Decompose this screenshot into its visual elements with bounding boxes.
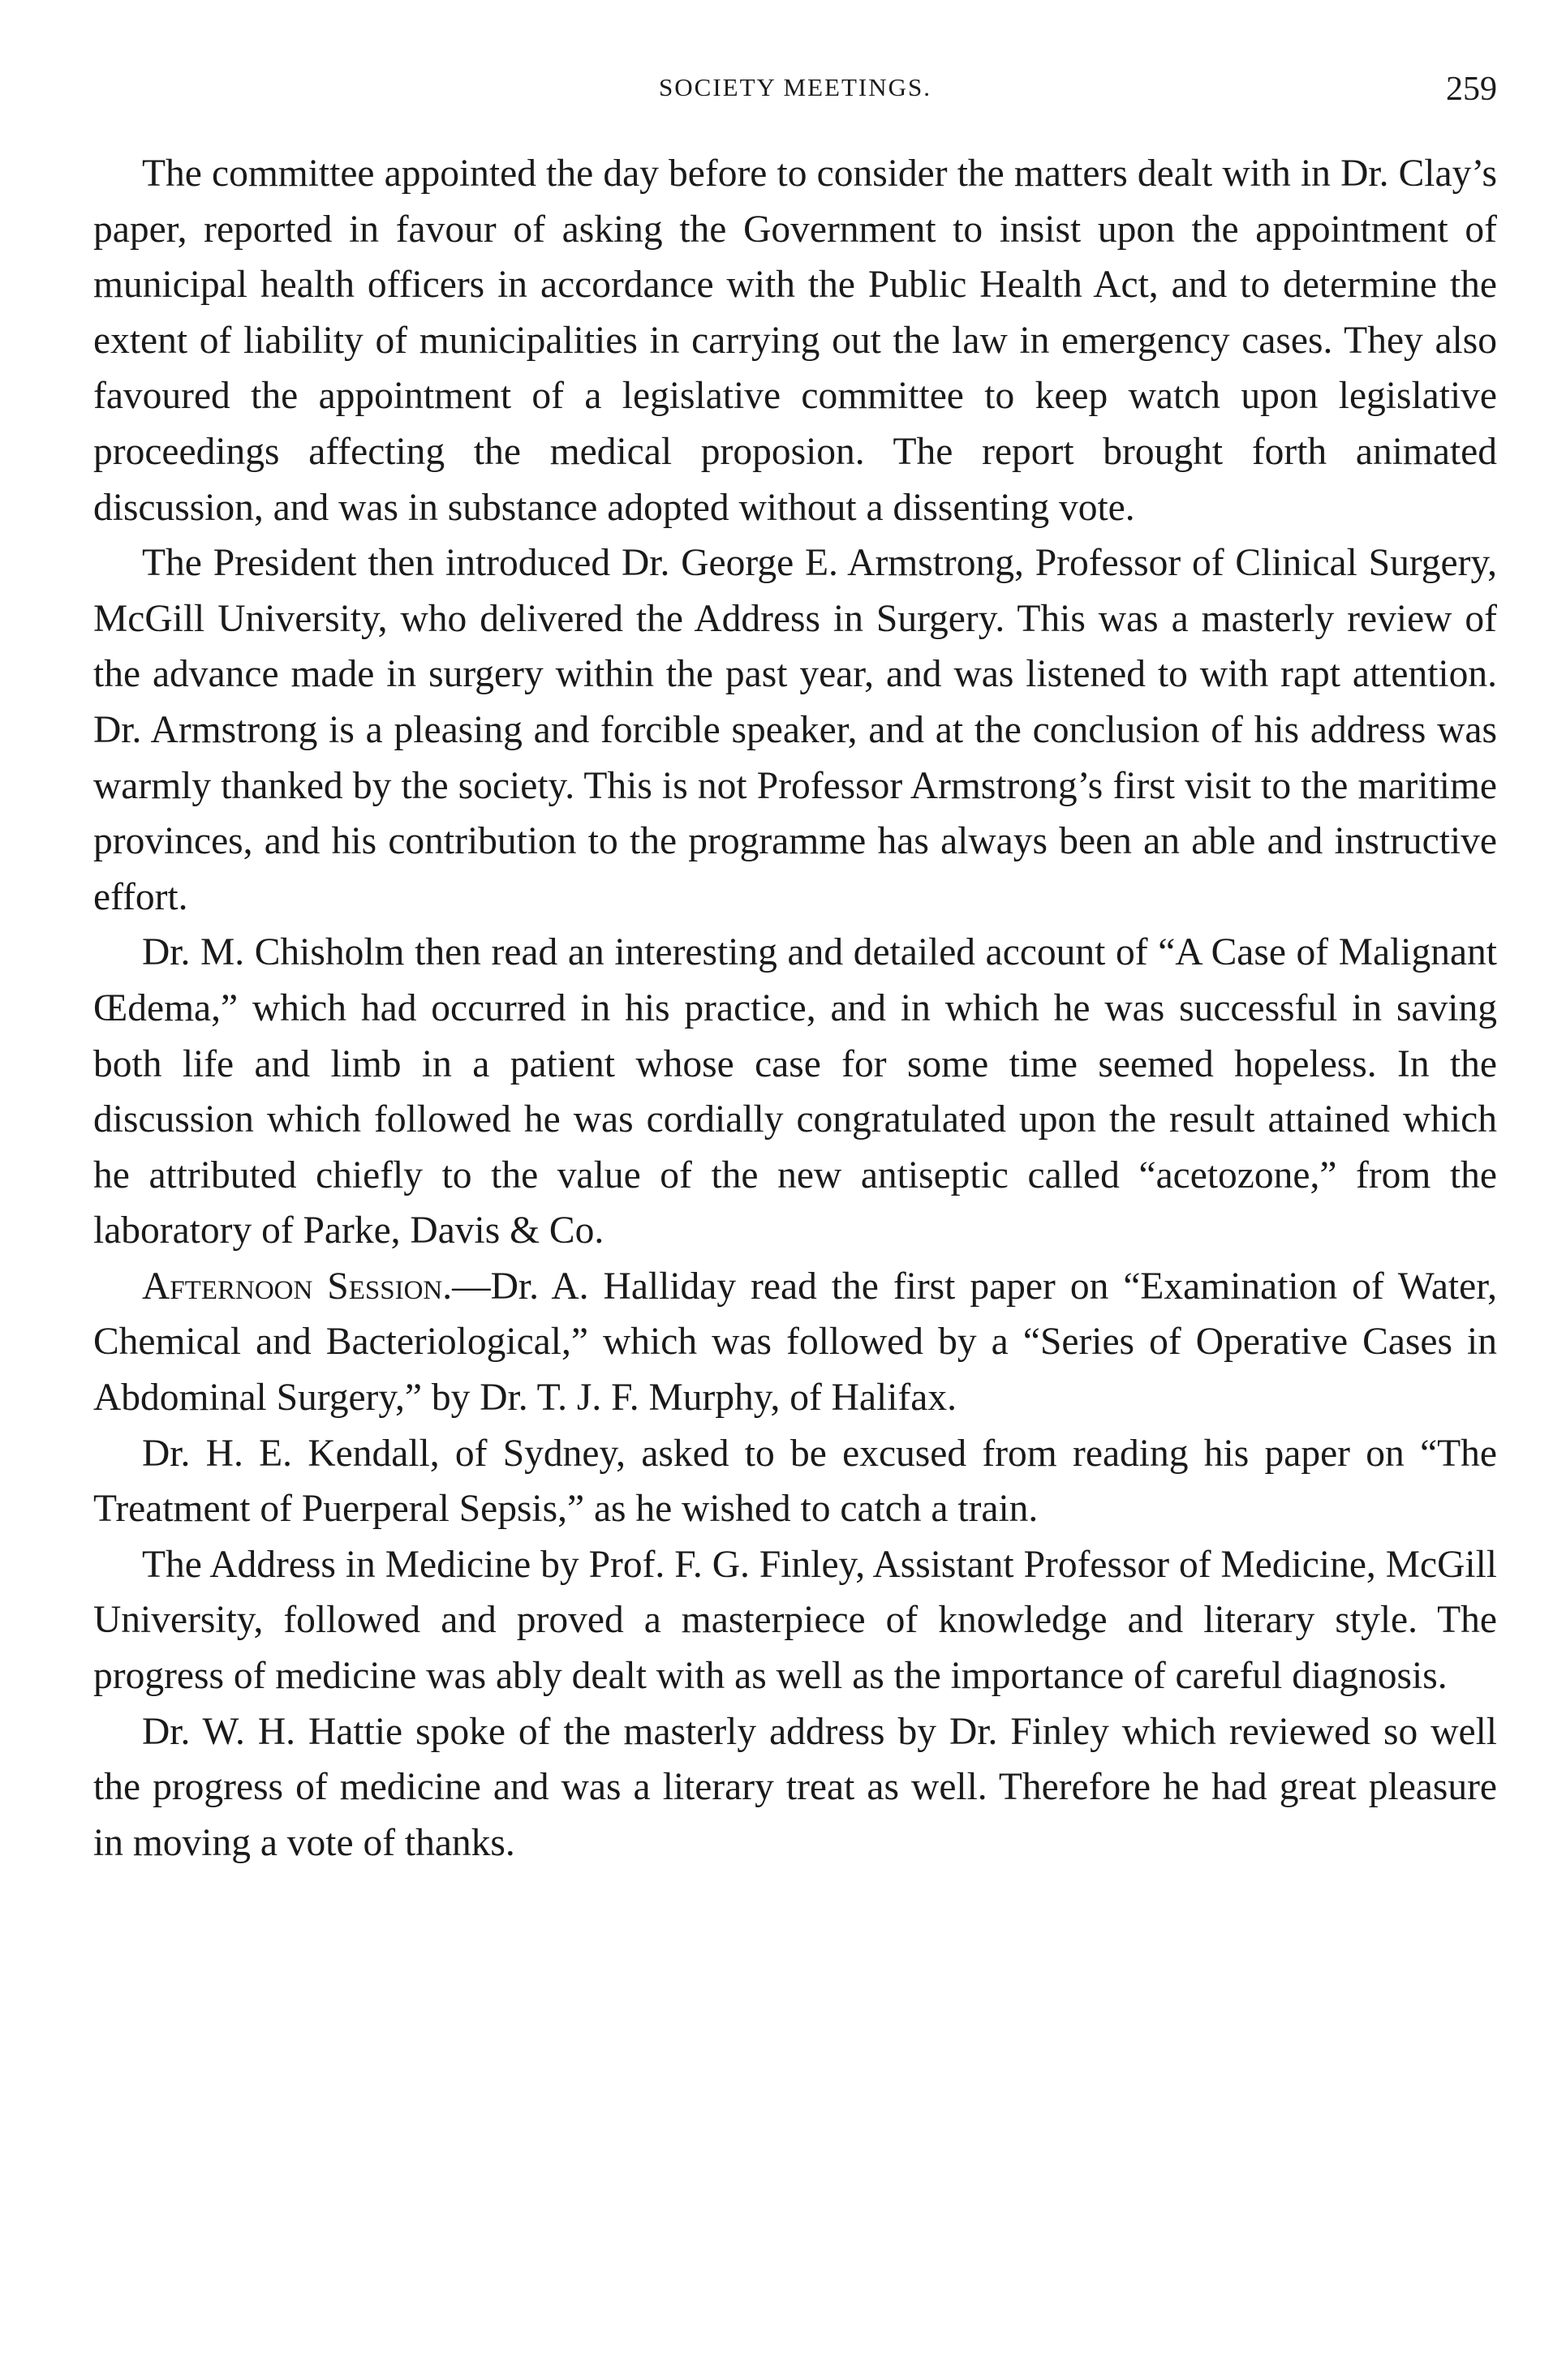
- paragraph-text: The President then introduced Dr. George E. Armstrong, Professor of Clinical Surgery, McGill University, who delivered the Address in Surgery. This was a masterly review of the advance made in surgery within the past year, and was listened to with rapt attention. Dr. Armstrong is a pleasing and forcible speaker, and at the conclusion of his address was warmly thanked by the society. This is not Professor Armstrong’s first visit to the maritime provinces, and his contribution to the programme has always been an able and instructive effort.: [93, 542, 1497, 918]
- paragraph-vote-of-thanks: [93, 1704, 1497, 1871]
- paragraph-afternoon-session: [93, 1259, 1497, 1426]
- page-number: 259: [1446, 71, 1497, 108]
- paragraph-text: Dr. W. H. Hattie spoke of the masterly address by Dr. Finley which reviewed so well the progress of medicine and was a literary treat as well. Therefore he had great pleasure in moving a vote of thanks.: [93, 1710, 1497, 1864]
- body-text: [93, 146, 1497, 1871]
- running-title: SOCIETY MEETINGS.: [659, 73, 931, 101]
- paragraph-address-in-surgery: [93, 535, 1497, 925]
- section-lead: Afternoon Session.: [142, 1265, 453, 1308]
- paragraph-address-in-medicine: [93, 1537, 1497, 1704]
- paragraph-text: —Dr. A. Halliday read the first paper on “Examination of Water, Chemical and Bacteriological,” which was followed by a “Series of Operative Cases in Abdominal Surgery,” by Dr. T. J. F. Murphy, of Halifax.: [93, 1265, 1498, 1420]
- paragraph-text: The Address in Medicine by Prof. F. G. Finley, Assistant Professor of Medicine, McGill University, followed and proved a masterpiece of knowledge and literary style. The progress of medicine was ably dealt with as well as the importance of careful diagnosis.: [93, 1543, 1497, 1698]
- paragraph-kendall: [93, 1426, 1497, 1537]
- running-head: [93, 73, 1497, 122]
- paragraph-text: Dr. H. E. Kendall, of Sydney, asked to be excused from reading his paper on “The Treatment of Puerperal Sepsis,” as he wished to catch a train.: [93, 1432, 1497, 1531]
- paragraph-text: The committee appointed the day before to consider the matters dealt with in Dr. Clay’s paper, reported in favour of asking the Government to insist upon the appointment of municipal health officers in accordance with the Public Health Act, and to determine the extent of liability of municipalities in carrying out the law in emergency cases. They also favoured the appointment of a legislative committee to keep watch upon legislative proceedings affecting the medical proposion. The report brought forth animated discussion, and was in substance adopted without a dissenting vote.: [93, 153, 1497, 529]
- paragraph-text: Dr. M. Chisholm then read an interesting and detailed account of “A Case of Malignant Œdema,” which had occurred in his practice, and in which he was successful in saving both life and limb in a patient whose case for some time seemed hopeless. In the discussion which followed he was cordially congratulated upon the result attained which he attributed chiefly to the value of the new antiseptic called “acetozone,” from the laboratory of Parke, Davis & Co.: [93, 931, 1497, 1252]
- paragraph-committee-report: [93, 146, 1497, 535]
- paragraph-malignant-oedema: [93, 925, 1497, 1259]
- book-page: [93, 73, 1497, 1871]
